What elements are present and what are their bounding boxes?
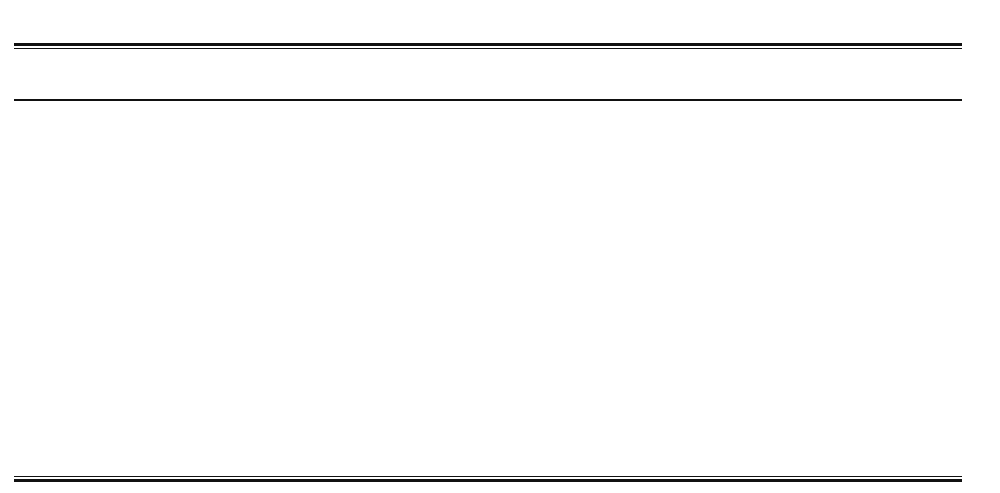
header-thermal-stability — [278, 51, 382, 97]
header-row — [14, 51, 962, 97]
header-film-type — [14, 51, 194, 97]
header-fold-resistance — [890, 51, 962, 97]
properties-table — [14, 51, 962, 105]
header-price — [194, 51, 278, 97]
bottom-rule-thick — [14, 479, 962, 482]
header-water-absorption — [822, 51, 890, 97]
bottom-rule-thin — [14, 476, 962, 477]
top-rule-thick — [14, 43, 962, 46]
header-mechanical-strength — [596, 51, 718, 97]
header-loss-factor — [492, 51, 596, 97]
header-breakdown-strength — [718, 51, 822, 97]
top-rule-thin — [14, 48, 962, 49]
header-dielectric-constant — [382, 51, 492, 97]
